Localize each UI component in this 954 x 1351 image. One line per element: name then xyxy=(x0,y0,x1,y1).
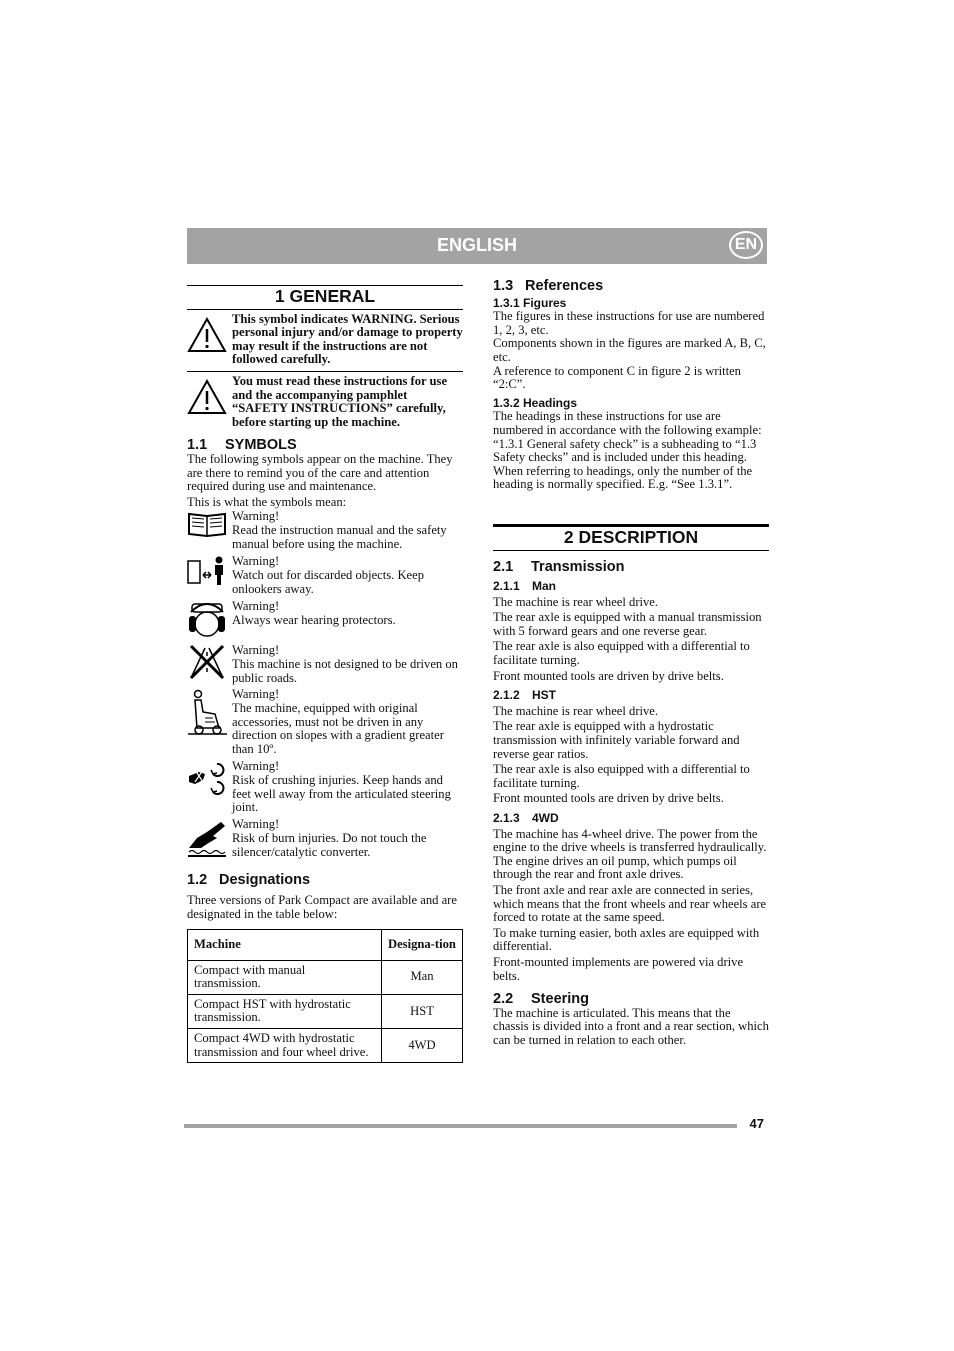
left-column xyxy=(187,285,463,1063)
subheading-man: 2.1.1 Man xyxy=(493,579,556,594)
warning-triangle-icon xyxy=(187,375,232,433)
subheading-figures: 1.3.1 Figures xyxy=(493,295,567,310)
section-heading-symbols: 1.1 SYMBOLS xyxy=(187,437,297,454)
page-number: 47 xyxy=(749,1116,764,1131)
table-row: Compact with manual transmission. Man xyxy=(188,960,463,994)
warning-text: You must read these instructions for use and the accompanying pamphlet “SAFETY INSTRUCTIONS” carefully, before starting up the machine. xyxy=(232,373,448,429)
table-row: Compact HST with hydrostatic transmission. HST xyxy=(188,994,463,1028)
language-banner xyxy=(187,228,767,264)
footer-rule xyxy=(184,1124,737,1128)
steering-text: The machine is articulated. This means that the chassis is divided into a front and a rear section, which can be turned in relation to each other. xyxy=(493,1005,769,1047)
warning-text: This symbol indicates WARNING. Serious personal injury and/or damage to property may result if the instructions are not followed carefully. xyxy=(232,311,463,367)
book-icon xyxy=(187,510,232,554)
table-header: Designa-tion xyxy=(382,930,463,961)
table-row: Compact 4WD with hydrostatic transmission and four wheel drive. 4WD xyxy=(188,1029,463,1063)
warning-triangle-icon xyxy=(187,313,232,371)
symbol-item: Warning! Read the instruction manual and the safety manual before using the machine. xyxy=(187,510,463,554)
warning-block-2 xyxy=(187,371,463,433)
section-heading-references: 1.3 References xyxy=(493,278,604,294)
symbols-intro: The following symbols appear on the machine. They are there to remind you of the care and attention required during use and maintenance. xyxy=(187,451,453,494)
no-public-roads-icon xyxy=(187,644,232,687)
warning-block-1 xyxy=(187,310,463,371)
symbols-intro-2: This is what the symbols mean: xyxy=(187,494,347,509)
subheading-hst: 2.1.2 HST xyxy=(493,688,556,703)
onlookers-icon xyxy=(187,555,232,599)
subheading-headings: 1.3.2 Headings xyxy=(493,395,578,410)
symbol-item: Warning! This machine is not designed to be driven on public roads. xyxy=(187,644,463,687)
right-column: 1.3 References 1.3.1 Figures The figures in these instructions for use are numbered 1, 2, 3, etc. Components shown in the figures are marked A, B, C, etc. A reference to component C in figure 2 is written “2:C”. 1.3.2 Headings The headings in these instructions for use are numbered in accordance with the following example: “1.3.1 General safety check” is a subheading to “1.3 Safety checks” and is included under this heading. When referring to headings, only the number of the heading is normally specified. E.g. “See 1.3.1”. 2 DESCRIPTION 2.1 Transmission 2.1.1 Man The machine is rear wheel drive. The rear axle is equipped with a manual transmission with 5 forward gears and one reverse gear. The rear axle is also equipped with a differential to facilitate turning. Front mounted tools are driven by drive belts. 2.1.2 HST The machine is rear wheel drive. The rear axle is equipped with a hydrostatic transmission with infinitely variable forward and reverse gear ratios. The rear axle is also equipped with a differential to facilitate turning. Front mounted tools are driven by drive belts. 2.1.3 4WD The machine has 4-wheel drive. The power from the engine to the drive wheels is transferred hydraulically. The engine drives an oil pump, which pumps oil through the rear and front axle drives. The front axle and rear axle are connected in series, which means that the front wheels and rear wheels are forced to rotate at the same speed. To make turning easier, both axles are equipped with differential. Front-mounted implements are powered via drive belts. 2.2 Steering The machine is articulated. This means that the chassis is divided into a front and a rear section, which can be turned in relation to each other. xyxy=(493,278,769,1047)
hearing-protection-icon xyxy=(187,600,232,643)
symbol-item: Warning! Watch out for discarded objects. Keep onlookers away. xyxy=(187,555,463,599)
designations-intro: Three versions of Park Compact are available and are designated in the table below: xyxy=(187,892,457,921)
chapter-title-general: 1 GENERAL xyxy=(187,285,463,310)
symbol-item: Warning! Risk of crushing injuries. Keep hands and feet well away from the articulated steering joint. xyxy=(187,760,463,817)
symbol-item: Warning! Risk of burn injuries. Do not touch the silencer/catalytic converter. xyxy=(187,818,463,862)
chapter-title-description: 2 DESCRIPTION xyxy=(493,524,769,551)
section-heading-designations: 1.2 Designations xyxy=(187,872,311,889)
symbol-item: Warning! The machine, equipped with original accessories, must not be driven in any direction on slopes with a gradient greater than 10º. xyxy=(187,688,463,759)
crush-icon xyxy=(187,760,232,817)
language-badge: EN xyxy=(729,231,763,259)
slope-icon xyxy=(187,688,232,759)
section-heading-transmission: 2.1 Transmission xyxy=(493,558,625,575)
table-header: Machine xyxy=(188,930,382,961)
banner-title: ENGLISH xyxy=(436,235,517,255)
hot-surface-icon xyxy=(187,818,232,862)
designations-table xyxy=(187,929,463,1063)
subheading-4wd: 2.1.3 4WD xyxy=(493,811,559,825)
section-heading-steering: 2.2 Steering xyxy=(493,991,590,1008)
symbol-item: Warning! Always wear hearing protectors. xyxy=(187,600,463,643)
